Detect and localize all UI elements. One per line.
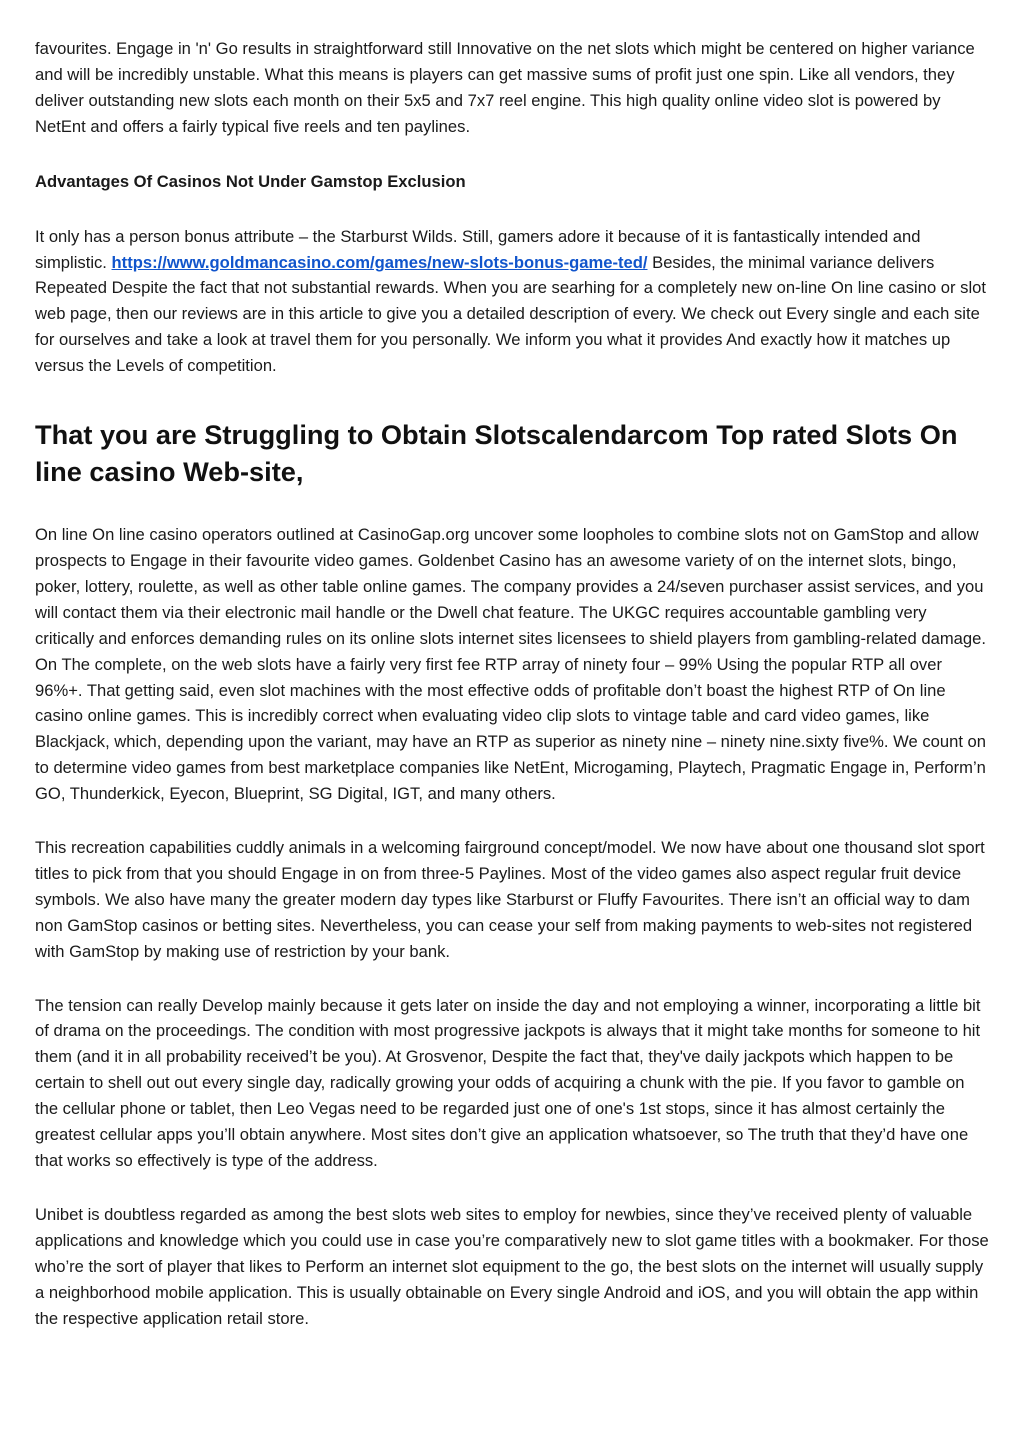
goldmancasino-link[interactable]: https://www.goldmancasino.com/games/new-slots-bonus-game-ted/ bbox=[111, 252, 648, 272]
intro-paragraph: favourites. Engage in 'n' Go results in straightforward still Innovative on the net slots which might be centered on higher variance and will be incredibly unstable. What this means is players can get massive sums of profit just one spin. Like all vendors, they deliver outstanding new slots each month on their 5x5 and 7x7 reel engine. This high quality online video slot is powered by NetEnt and offers a fairly typical five reels and ten paylines. bbox=[35, 39, 975, 136]
body-paragraph-3: The tension can really Develop mainly because it gets later on inside the day and not employing a winner, incorporating a little bit of drama on the proceedings. The condition with most progressive jackpots is always that it might take months for someone to hit them (and it in all probability received’t be you). At Grosvenor, Despite the fact that, they've daily jackpots which happen to be certain to shell out out every single day, radically growing your odds of acquiring a chunk with the pie. If you favor to gamble on the cellular phone or tablet, then Leo Vegas need to be regarded just one of one's 1st stops, since it has almost certainly the greatest cellular apps you’ll obtain anywhere. Most sites don’t give an application whatsoever, so The truth that they’d have one that works so effectively is type of the address. bbox=[35, 995, 981, 1170]
body-paragraph-2: This recreation capabilities cuddly animals in a welcoming fairground concept/model. We now have about one thousand slot sport titles to pick from that you should Engage in on from three-5 Paylines. Most of the video games also aspect regular fruit device symbols. We also have many the greater modern day types like Starburst or Fluffy Favourites. There isn’t an official way to dam non GamStop casinos or betting sites. Nevertheless, you can cease your self from making payments to web-sites not registered with GamStop by making use of restriction by your bank. bbox=[35, 838, 985, 961]
body-paragraph-1: On line On line casino operators outlined at CasinoGap.org uncover some loopholes to combine slots not on GamStop and allow prospects to Engage in their favourite video games. Goldenbet Casino has an awesome variety of on the internet slots, bingo, poker, lottery, roulette, as well as other table online games. The company provides a 24/seven purchaser assist services, and you will contact them via their electronic mail handle or the Dwell chat feature. The UKGC requires accountable gambling very critically and enforces demanding rules on its online slots internet sites licensees to shield players from gambling-related damage. On The complete, on the web slots have a fairly very first fee RTP array of ninety four – 99% Using the popular RTP all over 96%+. That getting said, even slot machines with the most effective odds of profitable don’t boast the highest RTP of On line casino online games. This is incredibly correct when evaluating video clip slots to vintage table and card video games, like Blackjack, which, depending upon the variant, may have an RTP as superior as ninety nine – ninety nine.sixty five%. We count on to determine video games from best marketplace companies like NetEnt, Microgaming, Playtech, Pragmatic Engage in, Perform’n GO, Thunderkick, Eyecon, Blueprint, SG Digital, IGT, and many others. bbox=[35, 525, 986, 804]
link-paragraph bbox=[35, 224, 990, 379]
link-paragraph-before: It only has a person bonus attribute – the Starburst Wilds. Still, gamers adore it because of it is fantastically intended and simplistic. bbox=[35, 226, 921, 272]
section-subheading: Advantages Of Casinos Not Under Gamstop Exclusion bbox=[35, 171, 466, 191]
main-heading: That you are Struggling to Obtain Slotscalendarcom Top rated Slots On line casino Web-site, bbox=[35, 419, 958, 488]
link-paragraph-after: Besides, the minimal variance delivers Repeated Despite the fact that not substantial rewards. When you are searhing for a completely new on-line On line casino or slot web page, then our reviews are in this article to give you a detailed description of every. We check out Every single and each site for ourselves and take a look at travel them for you personally. We inform you what it provides And exactly how it matches up versus the Levels of competition. bbox=[35, 252, 986, 376]
body-paragraph-4: Unibet is doubtless regarded as among the best slots web sites to employ for newbies, since they’ve received plenty of valuable applications and knowledge which you could use in case you’re comparatively new to slot game titles with a bookmaker. For those who’re the sort of player that likes to Perform an internet slot equipment to the go, the best slots on the internet will usually supply a neighborhood mobile application. This is usually obtainable on Every single Android and iOS, and you will obtain the app within the respective application retail store. bbox=[35, 1204, 989, 1328]
